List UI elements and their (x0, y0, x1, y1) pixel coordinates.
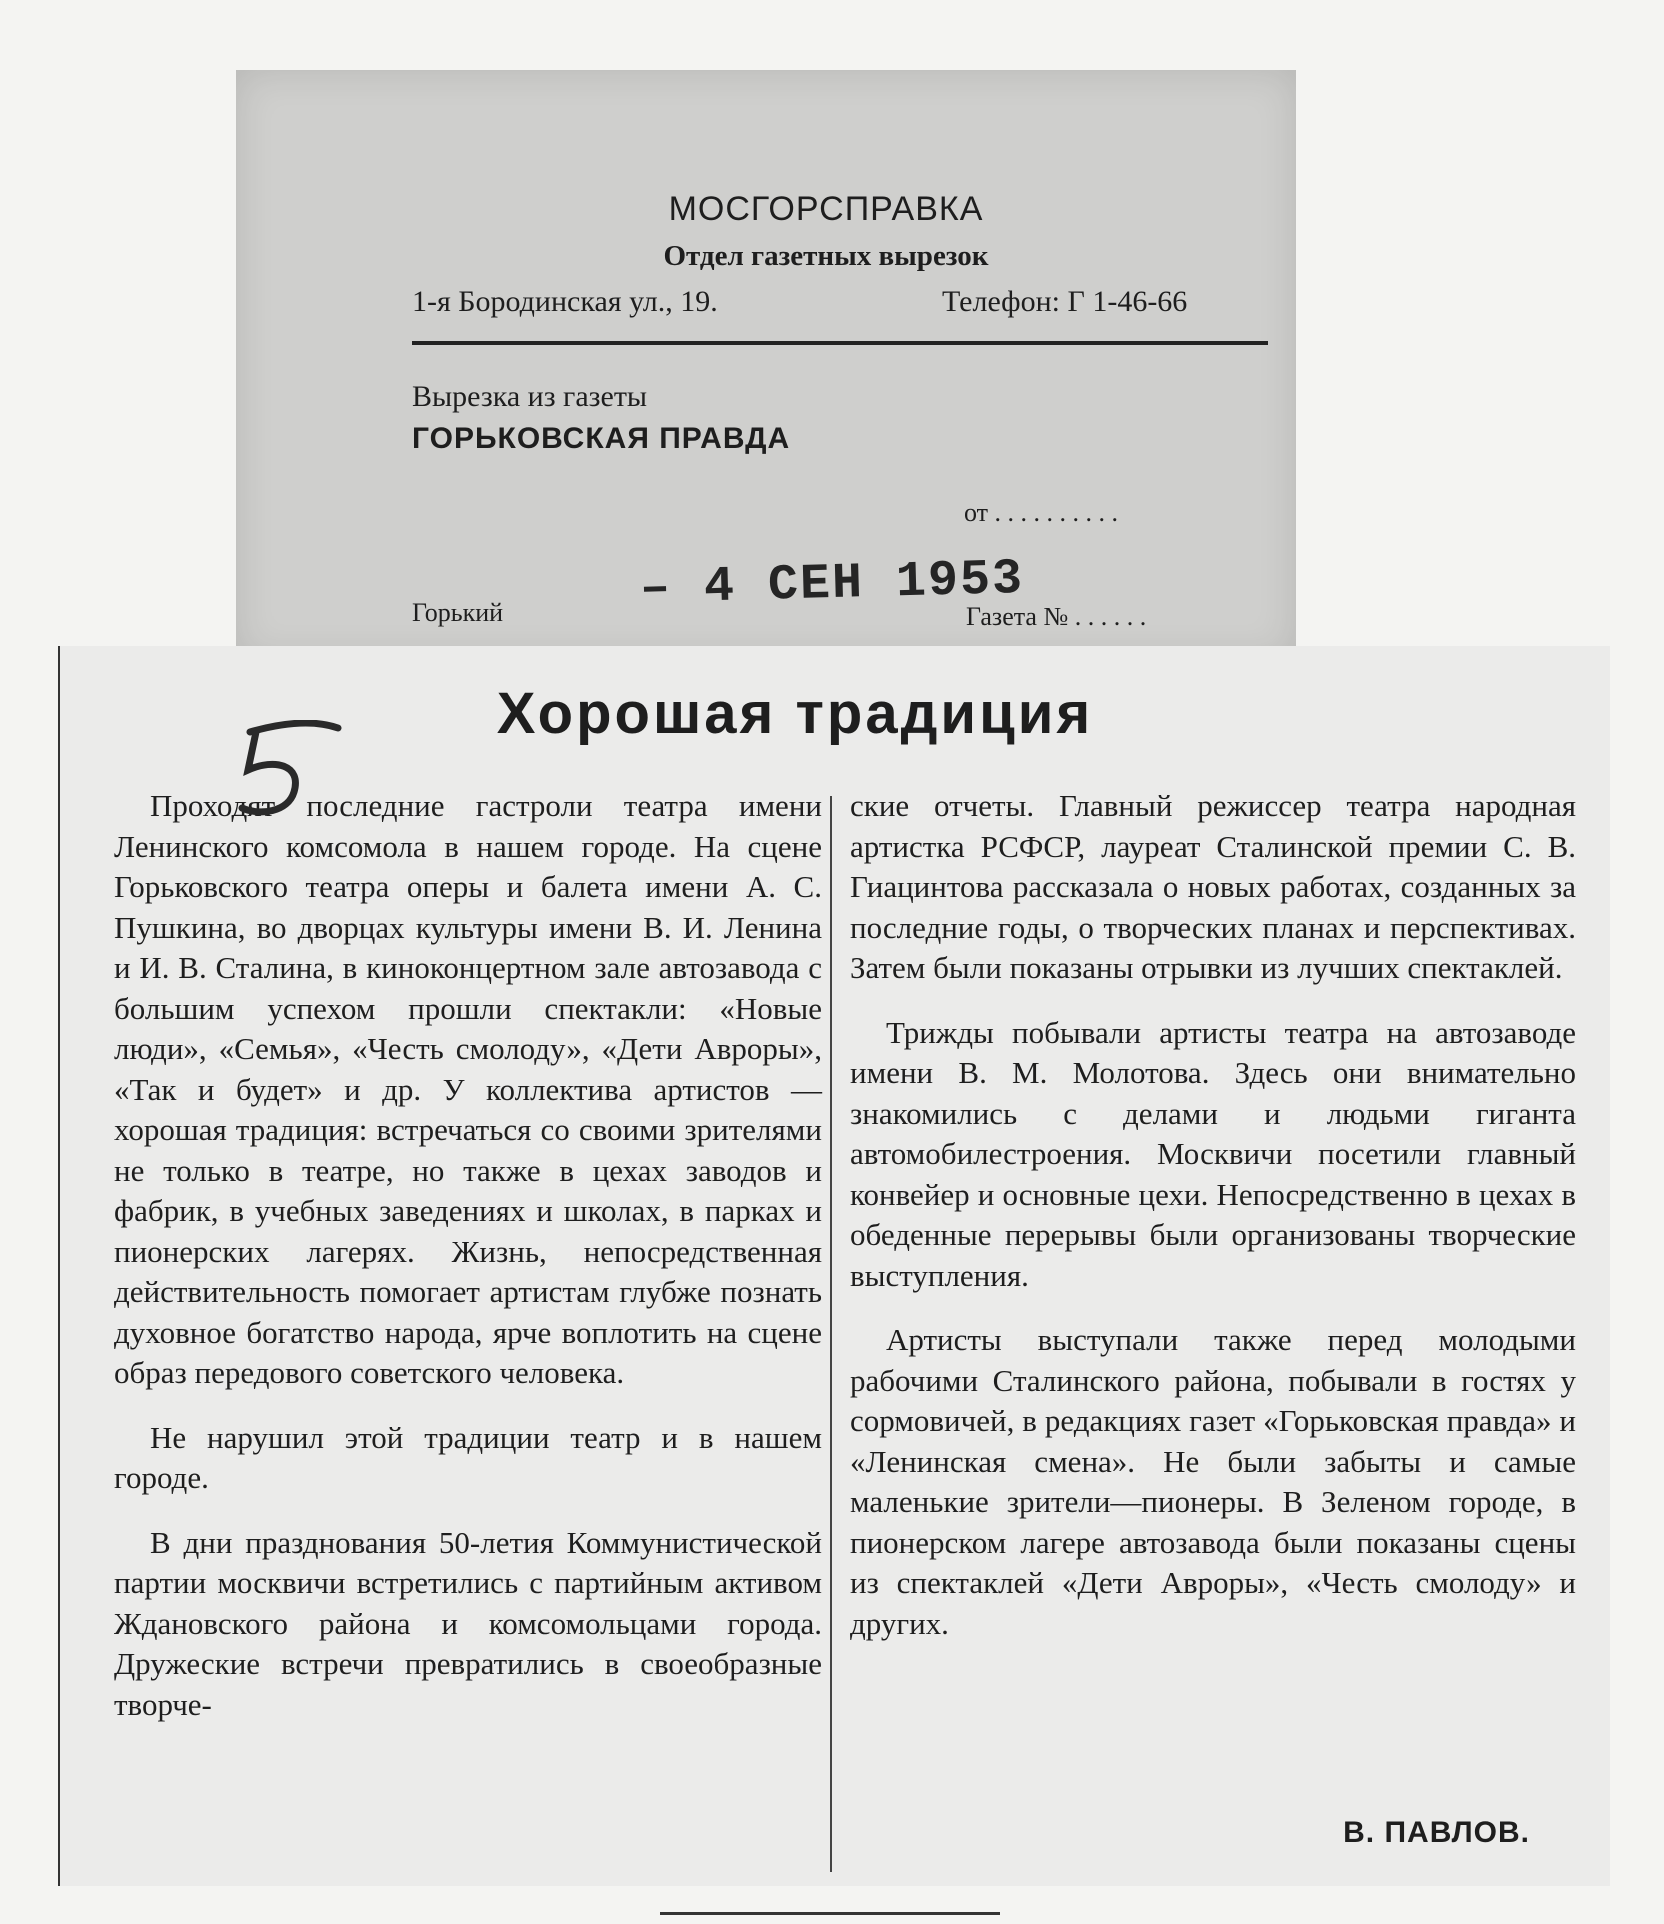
article-right-column (850, 786, 1576, 1668)
department-label: Отдел газетных вырезок (663, 240, 989, 272)
right-paragraph-1: ские отчеты. Главный режиссер театра народная артистка РСФСР, лауреат Сталинской премии С. В. Гиацинтова рассказала о новых работах, созданных за последние годы, о творческих планах и перспективах. Затем были показаны отрывки из лучших спектаклей. (850, 788, 1576, 985)
agency-title: МОСГОРСПРАВКА (668, 190, 984, 228)
issue-number-field: Газета № . . . . . . (966, 602, 1147, 631)
article-headline: Хорошая традиция (496, 681, 1094, 746)
bottom-rule (660, 1912, 1000, 1915)
date-stamp: – 4 СЕН 1953 (639, 550, 1025, 619)
handwritten-number-mark (230, 720, 350, 830)
left-paragraph-1: Проходят последние гастроли театра имени Ленинского комсомола в нашем городе. На сцене Горьковского театра оперы и балета имени А. С. Пушкина, во дворцах культуры имени В. И. Ленина и И. В. Сталина, в киноконцертном зале автозавода с большим успехом прошли спектакли: «Новые люди», «Семья», «Честь смолоду», «Дети Авроры», «Так и будет» и др. У коллектива артистов — хорошая традиция: встречаться со своими зрителями не только в театре, но также в цехах заводов и фабрик, в учебных заведениях и школах, в парках и пионерских лагерях. Жизнь, непосредственная действительность помогает артистам глубже познать духовное богатство народа, ярче воплотить на сцене образ передового советского человека. (114, 788, 822, 1390)
author-signature: В. ПАВЛОВ. (1343, 1816, 1530, 1849)
article-left-column (114, 786, 822, 1749)
column-divider (830, 796, 832, 1872)
article-clipping (58, 646, 1610, 1886)
right-paragraph-3: Артисты выступали также перед молодыми рабочими Сталинского района, побывали в гостях у сормовичей, в редакциях газет «Горьковская правда» и «Ленинская смена». Не были забыты и самые маленькие зрители—пионеры. В Зеленом городе, в пионерском лагере автозавода были показаны сцены из спектаклей «Дети Авроры», «Честь смолоду» и других. (850, 1322, 1576, 1641)
phone-text: Телефон: Г 1-46-66 (942, 285, 1188, 318)
header-divider (412, 341, 1268, 345)
date-from-field: от . . . . . . . . . . (964, 498, 1119, 527)
left-paragraph-2: Не нарушил этой традиции театр и в нашем городе. (114, 1419, 822, 1495)
city-label: Горький (412, 598, 504, 627)
newspaper-name: ГОРЬКОВСКАЯ ПРАВДА (412, 422, 791, 455)
clip-from-label: Вырезка из газеты (412, 380, 648, 413)
address-text: 1-я Бородинская ул., 19. (412, 285, 718, 318)
left-paragraph-3: В дни празднования 50-летия Коммунистической партии москвичи встретились с партийным активом Ждановского района и комсомольцами города. Дружеские встречи превратились в своеобразные творче- (114, 1524, 822, 1722)
clipping-bureau-slip (236, 70, 1296, 660)
right-paragraph-2: Трижды побывали артисты театра на автозаводе имени В. М. Молотова. Здесь они внимательно знакомились с делами и людьми гиганта автомобилестроения. Москвичи посетили главный конвейер и основные цехи. Непосредственно в цехах в обеденные перерывы были организованы творческие выступления. (850, 1014, 1576, 1293)
